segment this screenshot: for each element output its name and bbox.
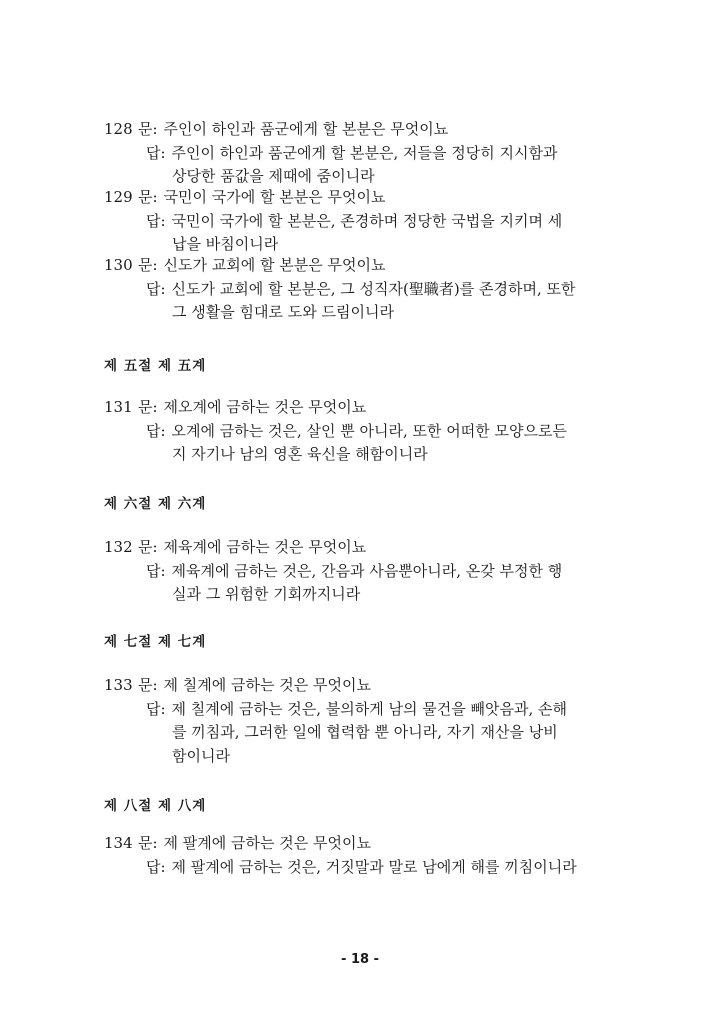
- question-line: [104, 118, 644, 142]
- question-text: 제오계에 금하는 것은 무엇이뇨: [163, 398, 367, 416]
- question-line: [104, 254, 644, 278]
- answer-continuation: 납을 바침이니라: [172, 235, 279, 253]
- qa-block-134: [104, 832, 644, 879]
- question-text: 제 팔계에 금하는 것은 무엇이뇨: [163, 834, 371, 852]
- answer-tag: 답:: [146, 561, 166, 580]
- section-heading-8: 제 八절 제 八계: [104, 798, 207, 814]
- answer-text: 신도가 교회에 할 본분은, 그 성직자(聖職者)를 존경하며, 또한: [171, 279, 576, 298]
- section-heading-7: 제 七절 제 七계: [104, 634, 207, 650]
- section-heading-6: 제 六절 제 六계: [104, 496, 207, 512]
- question-number: 131: [104, 398, 133, 416]
- answer-line: [104, 856, 644, 880]
- answer-tag: 답:: [146, 211, 166, 230]
- answer-continuation: 실과 그 위험한 기회까지니라: [172, 585, 361, 603]
- answer-tag: 답:: [146, 143, 166, 162]
- qa-block-132: [104, 536, 644, 607]
- question-number: 134: [104, 834, 133, 852]
- question-text: 주인이 하인과 품군에게 할 본분은 무엇이뇨: [163, 120, 449, 138]
- question-number: 128: [104, 120, 133, 138]
- question-line: [104, 396, 644, 420]
- answer-continuation: 를 끼침과, 그러한 일에 협력함 뿐 아니라, 자기 재산을 낭비: [172, 723, 558, 741]
- question-tag: 문:: [138, 538, 158, 556]
- answer-continuation: 상당한 품값을 제때에 줌이니라: [172, 167, 375, 185]
- qa-block-130: [104, 254, 644, 325]
- question-tag: 문:: [138, 188, 158, 206]
- question-tag: 문:: [138, 120, 158, 138]
- answer-text: 주인이 하인과 품군에게 할 본분은, 저들을 정당히 지시함과: [171, 143, 558, 162]
- question-line: [104, 186, 644, 210]
- answer-text: 제 칠계에 금하는 것은, 불의하게 남의 물건을 빼앗음과, 손해: [171, 699, 567, 718]
- question-tag: 문:: [138, 834, 158, 852]
- question-text: 제육계에 금하는 것은 무엇이뇨: [163, 538, 367, 556]
- qa-block-128: [104, 118, 644, 189]
- answer-tag: 답:: [146, 699, 166, 718]
- answer-text: 제 팔계에 금하는 것은, 거짓말과 말로 남에게 해를 끼침이니라: [171, 857, 577, 876]
- question-text: 신도가 교회에 할 본분은 무엇이뇨: [163, 256, 386, 274]
- question-tag: 문:: [138, 676, 158, 694]
- answer-continuation: 지 자기나 남의 영혼 육신을 해함이니라: [172, 445, 428, 463]
- question-line: [104, 832, 644, 856]
- answer-tag: 답:: [146, 857, 166, 876]
- question-text: 제 칠계에 금하는 것은 무엇이뇨: [163, 676, 371, 694]
- answer-line: [104, 142, 644, 166]
- page-number: - 18 -: [341, 952, 379, 967]
- answer-tag: 답:: [146, 279, 166, 298]
- qa-block-129: [104, 186, 644, 257]
- answer-continuation: 그 생활을 힘대로 도와 드림이니라: [172, 303, 394, 321]
- question-line: [104, 536, 644, 560]
- answer-line: [104, 278, 644, 302]
- answer-continuation: 함이니라: [172, 746, 230, 765]
- question-number: 130: [104, 256, 133, 274]
- answer-text: 오계에 금하는 것은, 살인 뿐 아니라, 또한 어떠한 모양으로든: [171, 421, 567, 440]
- question-text: 국민이 국가에 할 본분은 무엇이뇨: [163, 188, 386, 206]
- answer-text: 국민이 국가에 할 본분은, 존경하며 정당한 국법을 지키며 세: [171, 211, 563, 230]
- answer-line: [104, 560, 644, 584]
- question-number: 133: [104, 676, 133, 694]
- question-number: 129: [104, 188, 133, 206]
- question-tag: 문:: [138, 256, 158, 274]
- answer-line: [104, 698, 644, 722]
- answer-line: [104, 210, 644, 234]
- question-tag: 문:: [138, 398, 158, 416]
- answer-tag: 답:: [146, 421, 166, 440]
- qa-block-133: [104, 674, 644, 768]
- section-heading-5: 제 五절 제 五계: [104, 358, 207, 374]
- answer-text: 제육계에 금하는 것은, 간음과 사음뿐아니라, 온갖 부정한 행: [171, 561, 563, 580]
- question-number: 132: [104, 538, 133, 556]
- qa-block-131: [104, 396, 644, 467]
- answer-line: [104, 420, 644, 444]
- question-line: [104, 674, 644, 698]
